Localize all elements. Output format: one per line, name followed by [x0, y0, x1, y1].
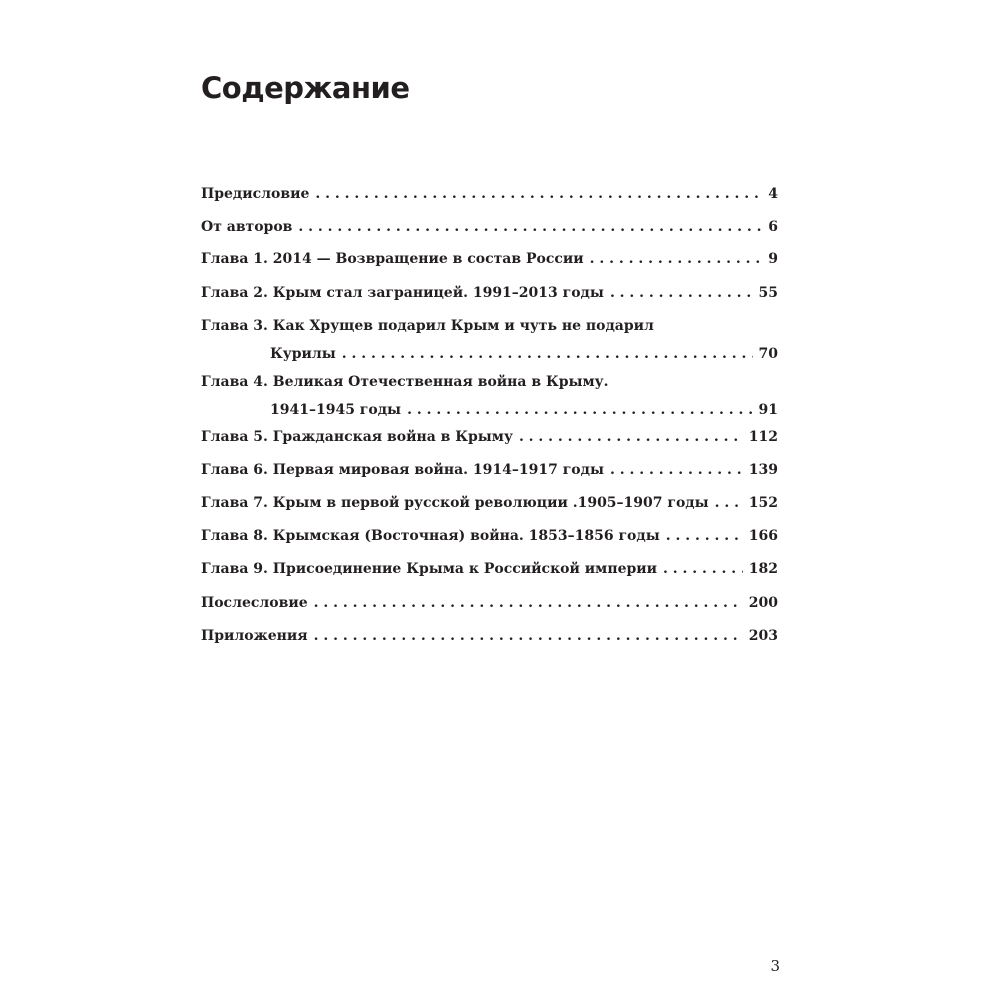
toc-entry-page: 166 [748, 528, 778, 544]
toc-entry-page: 9 [768, 251, 778, 267]
dot-leader [314, 592, 743, 614]
toc-entry-page: 152 [748, 495, 778, 511]
toc-entry-title: Глава 3. Как Хрущев подарил Крым и чуть не подарил [201, 318, 654, 334]
page-title: Содержание [201, 71, 410, 105]
toc-entry-page: 6 [768, 219, 778, 235]
toc-entry-title: Глава 2. Крым стал заграницей. 1991–2013 годы [201, 285, 604, 301]
toc-entry-page: 139 [748, 462, 778, 478]
toc-entry [201, 282, 778, 304]
toc-entry-page: 70 [758, 346, 778, 362]
toc-entry-page: 182 [748, 561, 778, 577]
toc-entry [201, 558, 778, 580]
toc-entry [201, 592, 778, 614]
dot-leader [610, 282, 753, 304]
toc-entry-title: Глава 5. Гражданская война в Крыму [201, 429, 513, 445]
toc-entry [201, 183, 778, 205]
toc-entry [201, 459, 778, 481]
toc-entry-title: От авторов [201, 219, 293, 235]
toc-entry [201, 216, 778, 238]
page-number: 3 [770, 957, 780, 975]
toc-entry-title-continued: 1941–1945 годы [270, 402, 402, 418]
toc-entry-page: 200 [748, 595, 778, 611]
toc-entry-title: Глава 9. Присоединение Крыма к Российской империи [201, 561, 658, 577]
dot-leader [590, 248, 763, 270]
toc-entry [201, 525, 778, 547]
toc-entry-title: Приложения [201, 628, 308, 644]
toc-entry-page: 55 [758, 285, 778, 301]
dot-leader [298, 216, 762, 238]
toc-entry [201, 371, 778, 421]
toc-entry-page: 91 [758, 402, 778, 418]
toc-entry-title: Глава 6. Первая мировая война. 1914–1917 годы [201, 462, 604, 478]
dot-leader [715, 492, 743, 514]
toc-entry [201, 248, 778, 270]
toc-entry [201, 625, 778, 647]
dot-leader [314, 625, 743, 647]
toc-entry-page: 4 [768, 186, 778, 202]
toc-entry-title-continued: Курилы [270, 346, 336, 362]
dot-leader [519, 426, 743, 448]
toc-entry-page: 112 [748, 429, 778, 445]
dot-leader [666, 525, 743, 547]
toc-entry-title: Глава 1. 2014 — Возвращение в состав России [201, 251, 584, 267]
dot-leader [342, 343, 753, 365]
toc-entry [201, 492, 778, 514]
toc-entry-page: 203 [748, 628, 778, 644]
dot-leader [663, 558, 743, 580]
toc-entry [201, 315, 778, 365]
toc-entry-title: Глава 4. Великая Отечественная война в Крыму. [201, 374, 609, 390]
toc-entry-title: Предисловие [201, 186, 310, 202]
toc-entry-title: Глава 8. Крымская (Восточная) война. 1853–1856 годы [201, 528, 660, 544]
toc-entry-title: Глава 7. Крым в первой русской революции .1905–1907 годы [201, 495, 709, 511]
dot-leader [407, 399, 752, 421]
dot-leader [610, 459, 743, 481]
toc-entry-title: Послесловие [201, 595, 308, 611]
toc-entry [201, 426, 778, 448]
dot-leader [315, 183, 762, 205]
